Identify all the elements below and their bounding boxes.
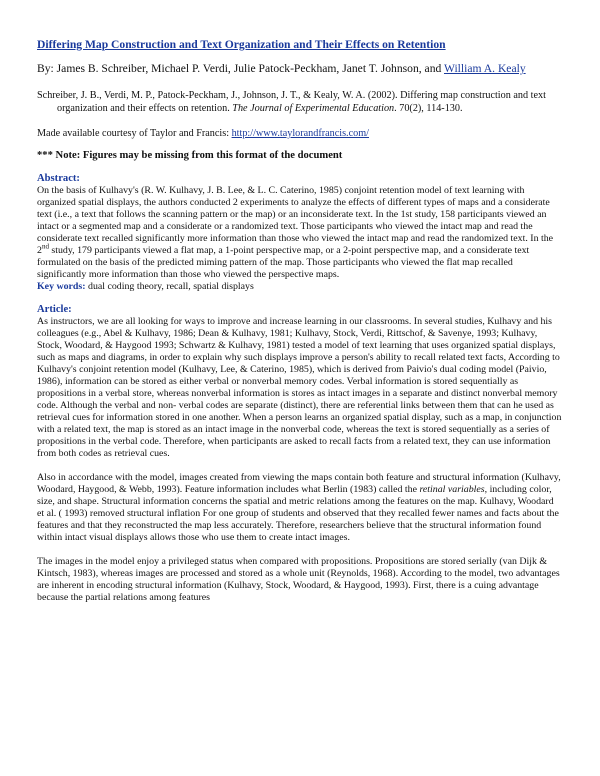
abstract-heading: Abstract: xyxy=(37,173,80,184)
citation xyxy=(37,89,563,115)
article-paragraph-3: The images in the model enjoy a privileged status when compared with propositions. Propositions are stored serially (van Dijk & Kintsch, 1983), whereas images are processed and stored as a whole unit (Reynolds, 1968). According to the model, two advantages are inherent in encoding structural information (Kulhavy, Stock, Woodard, & Haygood, 1993). First, there is a cuing advantage because the partial relations among features xyxy=(37,556,560,603)
article-heading: Article: xyxy=(37,304,72,315)
document-title[interactable]: Differing Map Construction and Text Organization and Their Effects on Retention xyxy=(37,38,446,51)
figures-note: *** Note: Figures may be missing from this format of the document xyxy=(37,150,343,161)
citation-volume: . 70(2), 114-130. xyxy=(394,103,463,114)
byline xyxy=(37,62,563,76)
publisher-link[interactable]: http://www.taylorandfrancis.com/ xyxy=(231,128,369,139)
byline-authors: James B. Schreiber, Michael P. Verdi, Julie Patock-Peckham, Janet T. Johnson, and xyxy=(56,62,444,75)
keywords-list: dual coding theory, recall, spatial displays xyxy=(88,281,254,292)
article-paragraph-1: As instructors, we are all looking for ways to improve and increase learning in our classrooms. In several studies, Kulhavy and his colleagues (e.g., Abel & Kulhavy, 1986; Dean & Kulhavy, 1981; Kulhavy, Stock, Verdi, Rittschof, & Savenye, 1993; Kulhavy, Stock, Woodard, & Haygood 1993; Schwartz & Kulhavy, 1981) tested a model of text learning that uses organized spatial displays, such as maps and diagrams, in order to explain why such displays improve a person's ability to recall related text facts, According to Kulhavy's conjoint retention model (Kulhavy, Lee, & Caterino, 1985), which is derived from Paivio's dual coding model (Paivio, 1986), information can be stored as either verbal or nonverbal memory codes. Verbal information is stored sequentially as propositions in a verbal store, whereas nonverbal information is stores as intact images in a separate and distinct nonverbal memory code. Although the verbal and non- verbal codes are separate (distinct), there are referential links between them that can he used as retrieval cues for information stored in one another. When a person learns an organized spatial display, such as a map, in conjunction with a related text, the map is stored as an intact image in the nonverbal code, whereas the text is stored sequentially as a series of propositions in the verbal code. Therefore, when participants are asked to recall facts from a related text, they can use information from both codes as retrieval cues. xyxy=(37,316,562,459)
byline-prefix: By: xyxy=(37,62,57,75)
author-link-kealy[interactable]: William A. Kealy xyxy=(443,62,526,75)
courtesy-line xyxy=(37,127,563,140)
abstract-part-a: On the basis of Kulhavy's (R. W. Kulhavy, J. B. Lee, & L. C. Caterino, 1985) conjoint retention model of text learning with organized spatial displays, the authors conducted 2 experiments to analyze the effects of different types of maps and a considerate text (i.e., a text that follows the scanning pattern or the map) or an inconsiderate text. In the 1st study, 158 participants viewed an intact or a segmented map and a considerate or a randomized text. Those participants who viewed the intact map and read the considerate text recalled significantly more information than those who viewed the intact map and read the randomized text. In the 2 xyxy=(37,185,554,256)
keywords-line xyxy=(37,281,563,293)
article-paragraph-2 xyxy=(37,472,563,544)
courtesy-text: Made available courtesy of Taylor and Francis: xyxy=(37,128,232,139)
p2-emphasis: retinal variables, xyxy=(419,484,488,495)
p2-part-a: Also in accordance with the model, images created from viewing the maps contain both feature and structural information (Kulhavy, Woodard, Haygood, & Webb, 1993). Feature information includes what Berlin (1983) called the xyxy=(37,472,561,495)
abstract-text xyxy=(37,185,563,281)
abstract-part-b: study, 179 participants viewed a flat map, a 1-point perspective map, or a 2-point perspective map, and a considerate text formulated on the basis of the predicted miming pattern of the map. Those participants who viewed the flat map recalled significantly more information than those who viewed the perspective maps. xyxy=(37,245,530,280)
abstract-superscript: nd xyxy=(41,242,49,251)
p2-part-b: including color, size, and shape. Structural information concerns the spatial and metric relations among the features on the map. Kulhavy, Woodard et al. ( 1993) removed structural inflation For one group of students and observed that they recalled fewer names and facts about the features and that they reconstructed the map less accurately. Therefore, researchers believe that the structural information found within intact visual displays allows those who use them to create intact images. xyxy=(37,484,559,543)
keywords-label: Key words: xyxy=(37,281,89,292)
citation-journal: The Journal of Experimental Education xyxy=(232,103,395,114)
citation-authors: Schreiber, J. B., Verdi, M. P., Patock-Peckham, J., Johnson, J. T., & Kealy, W. A. (2002). Differing map construction and text organization and their effects on retention. xyxy=(37,90,546,114)
